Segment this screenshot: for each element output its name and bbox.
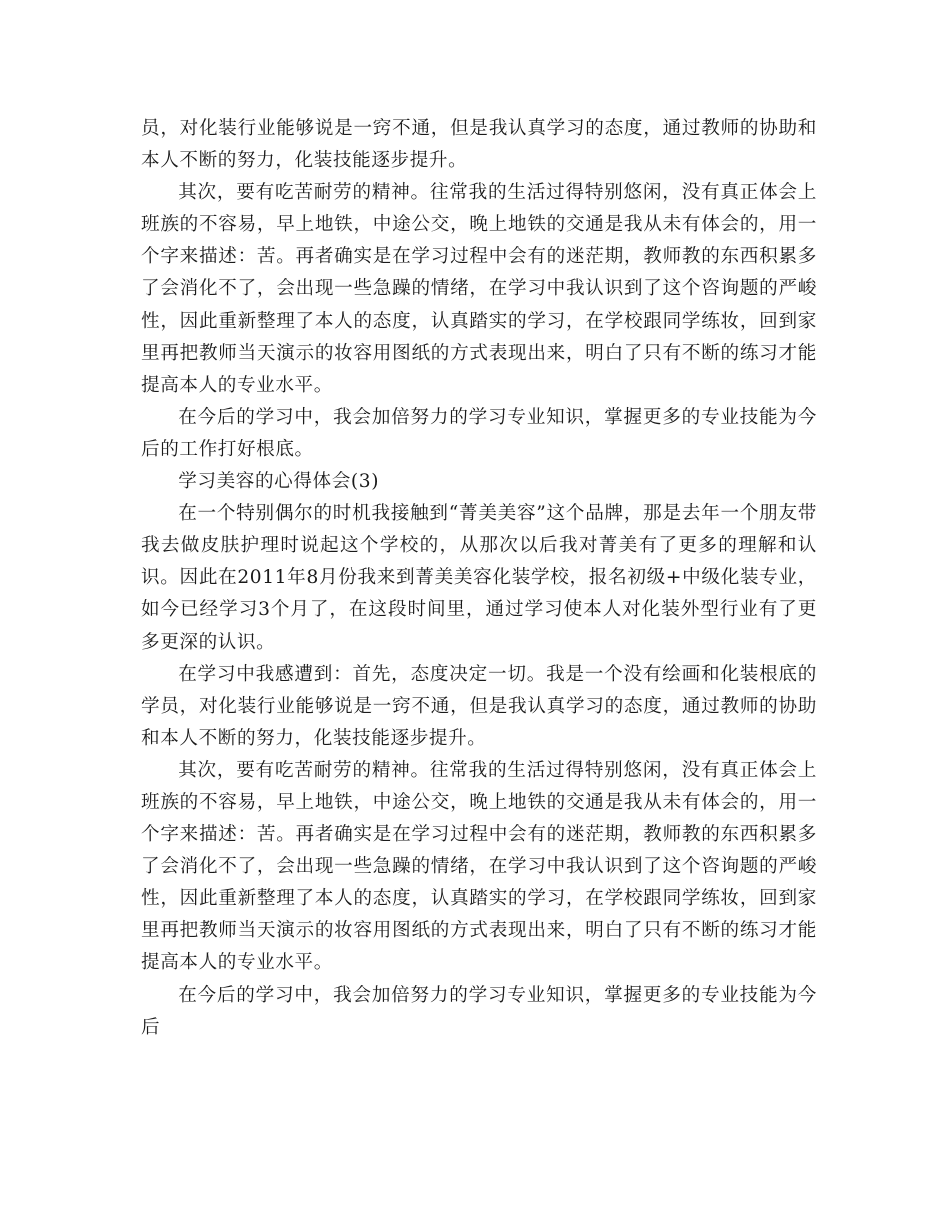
paragraph-1: 员，对化装行业能够说是一窍不通，但是我认真学习的态度，通过教师的协助和本人不断的努力，化装技能逐步提升。	[141, 118, 817, 172]
document-page	[141, 113, 817, 1044]
paragraph-4: 在一个特别偶尔的时机我接触到“菁美美容”这个品牌，那是去年一个朋友带我去做皮肤护理时说起这个学校的，从那次以后我对菁美有了更多的理解和认识。因此在2011年8月份我来到菁美美容化装学校，报名初级+中级化装专业，如今已经学习3个月了，在这段时间里，通过学习使本人对化装外型行业有了更多更深的认识。	[141, 503, 817, 653]
paragraph-5: 在学习中我感遭到：首先，态度决定一切。我是一个没有绘画和化装根底的学员，对化装行业能够说是一窍不通，但是我认真学习的态度，通过教师的协助和本人不断的努力，化装技能逐步提升。	[141, 663, 817, 749]
section-heading: 学习美容的心得体会(3)	[178, 471, 380, 493]
paragraph-2: 其次，要有吃苦耐劳的精神。往常我的生活过得特别悠闲，没有真正体会上班族的不容易，早上地铁，中途公交，晚上地铁的交通是我从未有体会的，用一个字来描述：苦。再者确实是在学习过程中会有的迷茫期，教师教的东西积累多了会消化不了，会出现一些急躁的情绪，在学习中我认识到了这个咨询题的严峻性，因此重新整理了本人的态度，认真踏实的学习，在学校跟同学练妆，回到家里再把教师当天演示的妆容用图纸的方式表现出来，明白了只有不断的练习才能提高本人的专业水平。	[141, 182, 817, 396]
paragraph-3: 在今后的学习中，我会加倍努力的学习专业知识，掌握更多的专业技能为今后的工作打好根底。	[141, 406, 817, 460]
paragraph-7: 在今后的学习中，我会加倍努力的学习专业知识，掌握更多的专业技能为今后	[141, 984, 817, 1038]
paragraph-6: 其次，要有吃苦耐劳的精神。往常我的生活过得特别悠闲，没有真正体会上班族的不容易，早上地铁，中途公交，晚上地铁的交通是我从未有体会的，用一个字来描述：苦。再者确实是在学习过程中会有的迷茫期，教师教的东西积累多了会消化不了，会出现一些急躁的情绪，在学习中我认识到了这个咨询题的严峻性，因此重新整理了本人的态度，认真踏实的学习，在学校跟同学练妆，回到家里再把教师当天演示的妆容用图纸的方式表现出来，明白了只有不断的练习才能提高本人的专业水平。	[141, 759, 817, 974]
